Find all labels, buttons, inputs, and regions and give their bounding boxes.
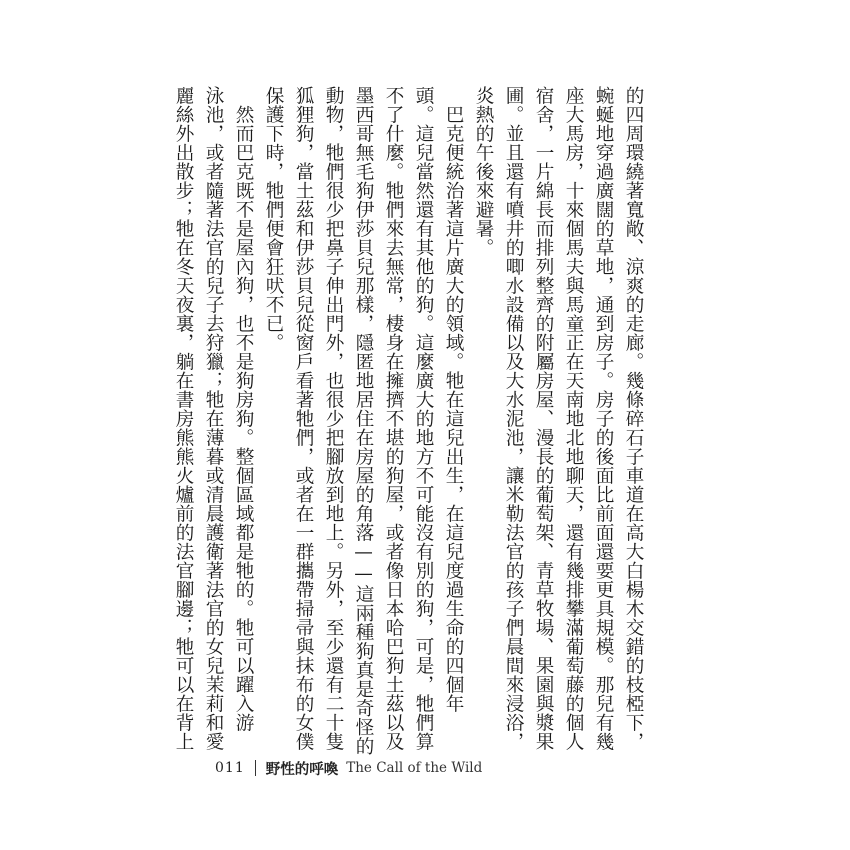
text-column: 然而巴克既不是屋內狗，也不是狗房狗。整個區域都是牠的。牠可以躍入游 (233, 86, 254, 732)
text-column: 炎熱的午後來避暑。 (473, 86, 494, 257)
page-footer (215, 757, 482, 779)
text-column: 墨西哥無毛狗伊莎貝兒那樣，隱匿地居住在房屋的角落——這兩種狗真是奇怪的 (353, 86, 374, 756)
text-column: 座大馬房，十來個馬夫與馬童正在天南地北地聊天，還有幾排攀滿葡萄藤的個人 (563, 86, 584, 751)
page-number: 011 (215, 760, 245, 776)
text-column: 麗絲外出散步；牠在冬天夜裏，躺在書房熊熊火爐前的法官腳邊；牠可以在背上 (173, 86, 194, 751)
text-column: 狐狸狗，當土茲和伊莎貝兒從窗戶看著牠們，或者在一群攜帶掃帚與抹布的女僕 (293, 86, 314, 751)
text-column: 巴克便統治著這片廣大的領域。牠在這兒出生，在這兒度過生命的四個年 (443, 86, 464, 713)
text-column: 的四周環繞著寬敞、涼爽的走廊。幾條碎石子車道在高大白楊木交錯的枝椏下， (623, 86, 644, 751)
text-column: 泳池，或者隨著法官的兒子去狩獵；牠在薄暮或清晨護衛著法官的女兒茉莉和愛 (203, 86, 224, 751)
text-column: 圃。並且還有噴井的唧水設備以及大水泥池，讓米勒法官的孩子們晨間來浸浴， (503, 86, 524, 751)
text-column: 宿舍，一片綿長而排列整齊的附屬房屋、漫長的葡萄架、青草牧場、果園與漿果 (533, 86, 554, 751)
text-column: 保護下時，牠們便會狂吠不已。 (263, 86, 284, 352)
text-column: 蜿蜒地穿過廣闊的草地，通到房子。房子的後面比前面還要更具規模。那兒有幾 (593, 86, 614, 751)
text-column: 頭。這兒當然還有其他的狗。這麼廣大的地方不可能沒有別的狗，可是，牠們算 (413, 86, 434, 751)
text-column: 動物，牠們很少把鼻子伸出門外，也很少把腳放到地上。另外，至少還有二十隻 (323, 86, 344, 751)
book-title-chinese: 野性的呼喚 (265, 760, 339, 778)
footer-divider (255, 760, 256, 776)
vertical-text-body (168, 86, 648, 756)
text-column: 不了什麼。牠們來去無常，棲身在擁擠不堪的狗屋，或者像日本哈巴狗土茲以及 (383, 86, 404, 751)
book-title-english: The Call of the Wild (346, 760, 483, 776)
